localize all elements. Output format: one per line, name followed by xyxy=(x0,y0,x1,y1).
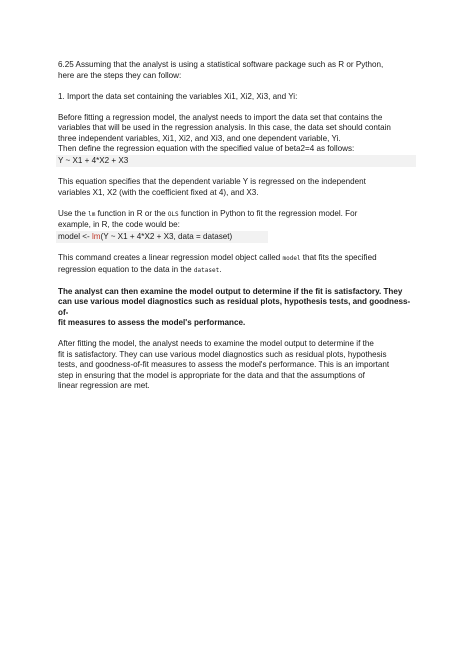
diagnostics-paragraph-bold xyxy=(58,287,418,329)
fit-instructions-paragraph xyxy=(58,209,418,231)
code-prefix: model <- xyxy=(58,231,92,241)
inline-code-ols: OLS xyxy=(167,210,179,218)
inline-code-dataset: dataset xyxy=(193,266,220,274)
equation-explanation xyxy=(58,177,418,198)
text-line: 6.25 Assuming that the analyst is using a statistical software package such as R or Python, xyxy=(58,60,384,69)
text-line: three independent variables, Xi1, Xi2, and Xi3, and one dependent variable, Yi. xyxy=(58,133,341,143)
intro-paragraph xyxy=(58,60,418,81)
text-line: variables that will be used in the regression analysis. In this case, the data set should contain xyxy=(58,123,391,132)
text-fragment: Use the xyxy=(58,208,89,218)
inline-code-lm: lm xyxy=(88,210,96,218)
code-arguments: (Y ~ X1 + 4*X2 + X3, data = dataset) xyxy=(100,231,233,241)
text-line: This equation specifies that the dependent variable Y is regressed on the independent xyxy=(58,177,366,186)
equation-code-block: Y ~ X1 + 4*X2 + X3 xyxy=(56,155,416,167)
text-line: variables X1, X2 (with the coefficient fixed at 4), and X3. xyxy=(58,187,259,197)
text-line: After fitting the model, the analyst needs to examine the model output to determine if the xyxy=(58,339,374,348)
text-line: The analyst can then examine the model output to determine if the fit is satisfactory. They xyxy=(58,286,403,296)
text-fragment: function in R or the xyxy=(95,208,168,218)
text-fragment: This command creates a linear regression model object called xyxy=(58,253,283,262)
text-fragment: regression equation to the data in the xyxy=(58,264,194,274)
text-line: fit measures to assess the model's performance. xyxy=(58,318,246,327)
step-1-heading: 1. Import the data set containing the variables Xi1, Xi2, Xi3, and Yi: xyxy=(58,91,298,101)
document-body xyxy=(58,60,418,392)
r-code-block xyxy=(56,231,268,243)
inline-code-model: model xyxy=(282,255,301,262)
text-line: can use various model diagnostics such as residual plots, hypothesis tests, and goodness-of- xyxy=(58,297,411,317)
text-line: tests, and goodness-of-fit measures to assess the model's performance. This is an important xyxy=(58,360,390,369)
text-fragment: function in Python to fit the regression model. For xyxy=(178,208,358,218)
text-line: example, in R, the code would be: xyxy=(58,220,180,229)
import-paragraph xyxy=(58,113,418,155)
text-line: fit is satisfactory. They can use various model diagnostics such as residual plots, hypothesis xyxy=(58,349,387,359)
text-line: linear regression are met. xyxy=(58,381,150,390)
model-explanation-paragraph xyxy=(58,253,418,276)
text-fragment: . xyxy=(219,264,222,274)
text-fragment: that fits the specified xyxy=(300,253,377,262)
text-line: Before fitting a regression model, the analyst needs to import the data set that contains the xyxy=(58,112,383,122)
code-function-name: lm xyxy=(91,231,101,241)
text-line: step in ensuring that the model is appropriate for the data and that the assumptions of xyxy=(58,370,365,380)
text-line: Then define the regression equation with the specified value of beta2=4 as follows: xyxy=(58,144,355,153)
conclusion-paragraph xyxy=(58,339,418,392)
text-line: here are the steps they can follow: xyxy=(58,70,182,80)
